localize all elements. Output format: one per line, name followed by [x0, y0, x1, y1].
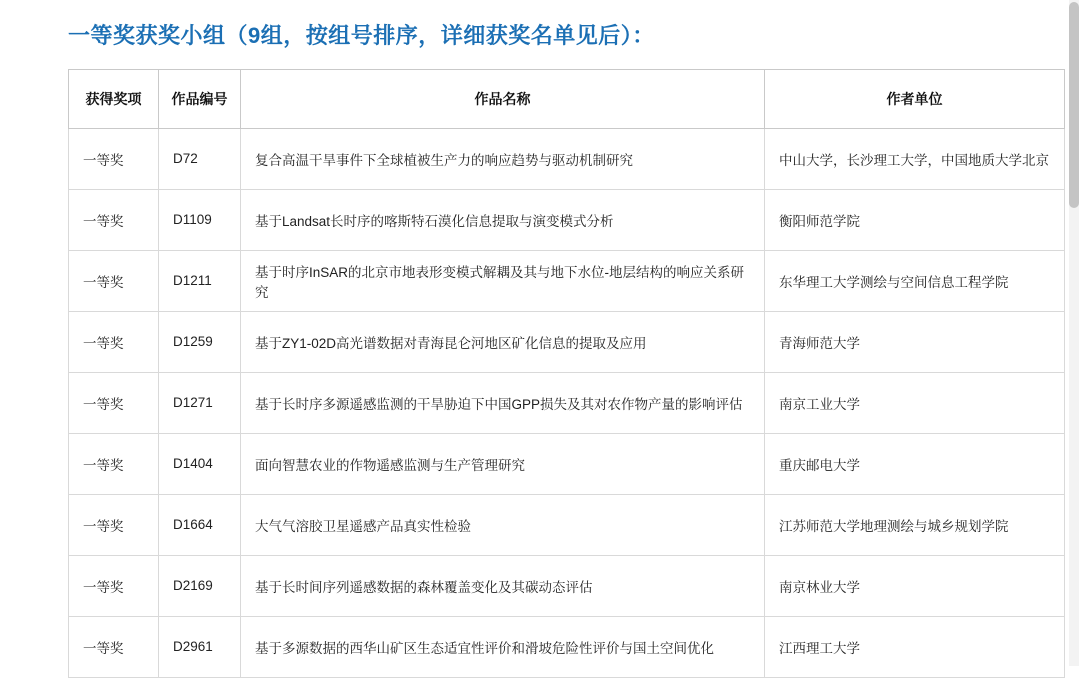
cell-prize: 一等奖 — [69, 494, 159, 555]
cell-org: 重庆邮电大学 — [765, 433, 1065, 494]
cell-name: 基于多源数据的西华山矿区生态适宜性评价和滑坡危险性评价与国土空间优化 — [241, 616, 765, 677]
cell-org: 南京工业大学 — [765, 372, 1065, 433]
column-header-prize: 获得奖项 — [69, 69, 159, 128]
cell-prize: 一等奖 — [69, 433, 159, 494]
cell-name: 基于ZY1-02D高光谱数据对青海昆仑河地区矿化信息的提取及应用 — [241, 311, 765, 372]
table-row — [69, 311, 1065, 372]
cell-code: D1404 — [159, 433, 241, 494]
table-row — [69, 616, 1065, 677]
cell-prize: 一等奖 — [69, 616, 159, 677]
table-header-row — [69, 69, 1065, 128]
cell-prize: 一等奖 — [69, 189, 159, 250]
cell-org: 江西理工大学 — [765, 616, 1065, 677]
cell-name: 基于Landsat长时序的喀斯特石漠化信息提取与演变模式分析 — [241, 189, 765, 250]
cell-prize: 一等奖 — [69, 311, 159, 372]
table-row — [69, 189, 1065, 250]
table-row — [69, 372, 1065, 433]
cell-prize: 一等奖 — [69, 128, 159, 189]
table-row — [69, 494, 1065, 555]
cell-code: D1271 — [159, 372, 241, 433]
cell-code: D1109 — [159, 189, 241, 250]
cell-name: 复合高温干旱事件下全球植被生产力的响应趋势与驱动机制研究 — [241, 128, 765, 189]
column-header-code: 作品编号 — [159, 69, 241, 128]
cell-code: D2961 — [159, 616, 241, 677]
column-header-org: 作者单位 — [765, 69, 1065, 128]
document-content — [46, 0, 1060, 666]
cell-org: 南京林业大学 — [765, 555, 1065, 616]
table-row — [69, 433, 1065, 494]
cell-name: 面向智慧农业的作物遥感监测与生产管理研究 — [241, 433, 765, 494]
table-header — [69, 69, 1065, 128]
cell-name: 基于长时间序列遥感数据的森林覆盖变化及其碳动态评估 — [241, 555, 765, 616]
vertical-scroll-thumb[interactable] — [1069, 2, 1079, 208]
cell-org: 衡阳师范学院 — [765, 189, 1065, 250]
table-body — [69, 128, 1065, 677]
cell-code: D1664 — [159, 494, 241, 555]
left-margin-rail — [0, 0, 47, 666]
cell-name: 大气气溶胶卫星遥感产品真实性检验 — [241, 494, 765, 555]
cell-code: D2169 — [159, 555, 241, 616]
cell-org: 青海师范大学 — [765, 311, 1065, 372]
page-title: 一等奖获奖小组（9组，按组号排序，详细获奖名单见后）： — [68, 23, 655, 48]
table-row — [69, 128, 1065, 189]
cell-code: D1211 — [159, 250, 241, 311]
table-row — [69, 555, 1065, 616]
award-table — [68, 69, 1065, 678]
cell-org: 江苏师范大学地理测绘与城乡规划学院 — [765, 494, 1065, 555]
cell-prize: 一等奖 — [69, 250, 159, 311]
table-row — [69, 250, 1065, 311]
cell-org: 中山大学，长沙理工大学，中国地质大学北京 — [765, 128, 1065, 189]
column-header-name: 作品名称 — [241, 69, 765, 128]
cell-code: D72 — [159, 128, 241, 189]
cell-name: 基于长时序多源遥感监测的干旱胁迫下中国GPP损失及其对农作物产量的影响评估 — [241, 372, 765, 433]
cell-prize: 一等奖 — [69, 555, 159, 616]
cell-org: 东华理工大学测绘与空间信息工程学院 — [765, 250, 1065, 311]
cell-code: D1259 — [159, 311, 241, 372]
cell-prize: 一等奖 — [69, 372, 159, 433]
cell-name: 基于时序InSAR的北京市地表形变模式解耦及其与地下水位-地层结构的响应关系研究 — [241, 250, 765, 311]
